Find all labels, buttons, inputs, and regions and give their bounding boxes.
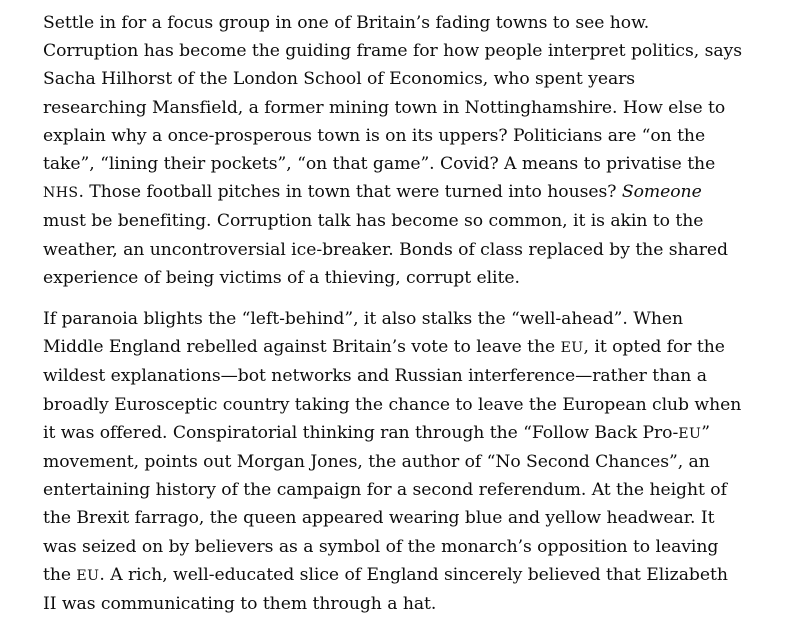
text-run: . A rich, well-educated slice of England sincerely believed that Elizabeth II was communicating to them through a hat. [43,564,728,615]
text-run: must be benefiting. Corruption talk has become so common, it is akin to the weather, an uncontroversial ice-breaker. Bonds of class replaced by the shared experience of being victims of a thieving, corrupt elite. [43,211,728,288]
abbreviation-eu: EU [678,425,702,442]
emphasis-someone: Someone [621,182,702,203]
text-run: Settle in for a focus group in one of Britain’s fading towns to see how. Corruption has become the guiding frame for how people interpret politics, says Sacha Hilhorst of the London School of Economics, who spent years researching Mansfield, a former mining town in Nottinghamshire. How else to explain why a once-prosperous town is on its uppers? Politicians are “on the take”, “lining their pockets”, “on that game”. Covid? A means to privatise the [43,13,742,175]
text-run: , it opted for the wildest explanations—bot networks and Russian interference—rather than a broadly Eurosceptic country taking the chance to leave the European club when it was offered. Conspiratorial thinking ran through the “Follow Back Pro- [43,337,742,443]
article-body [43,9,743,631]
text-run: If paranoia blights the “left-behind”, it also stalks the “well-ahead”. When Middle England rebelled against Britain’s vote to leave the [43,309,684,358]
abbreviation-eu: EU [76,567,100,584]
text-run: ” movement, points out Morgan Jones, the author of “No Second Chances”, an entertaining history of the campaign for a second referendum. At the height of the Brexit farrago, the queen appeared wearing blue and yellow headwear. It was seized on by believers as a symbol of the monarch’s opposition to leaving the [43,422,727,585]
abbreviation-nhs: NHS [43,185,79,202]
abbreviation-eu: EU [560,340,584,357]
text-run: . Those football pitches in town that were turned into houses? [78,182,622,203]
paragraph-1 [43,9,743,292]
paragraph-2 [43,305,743,618]
